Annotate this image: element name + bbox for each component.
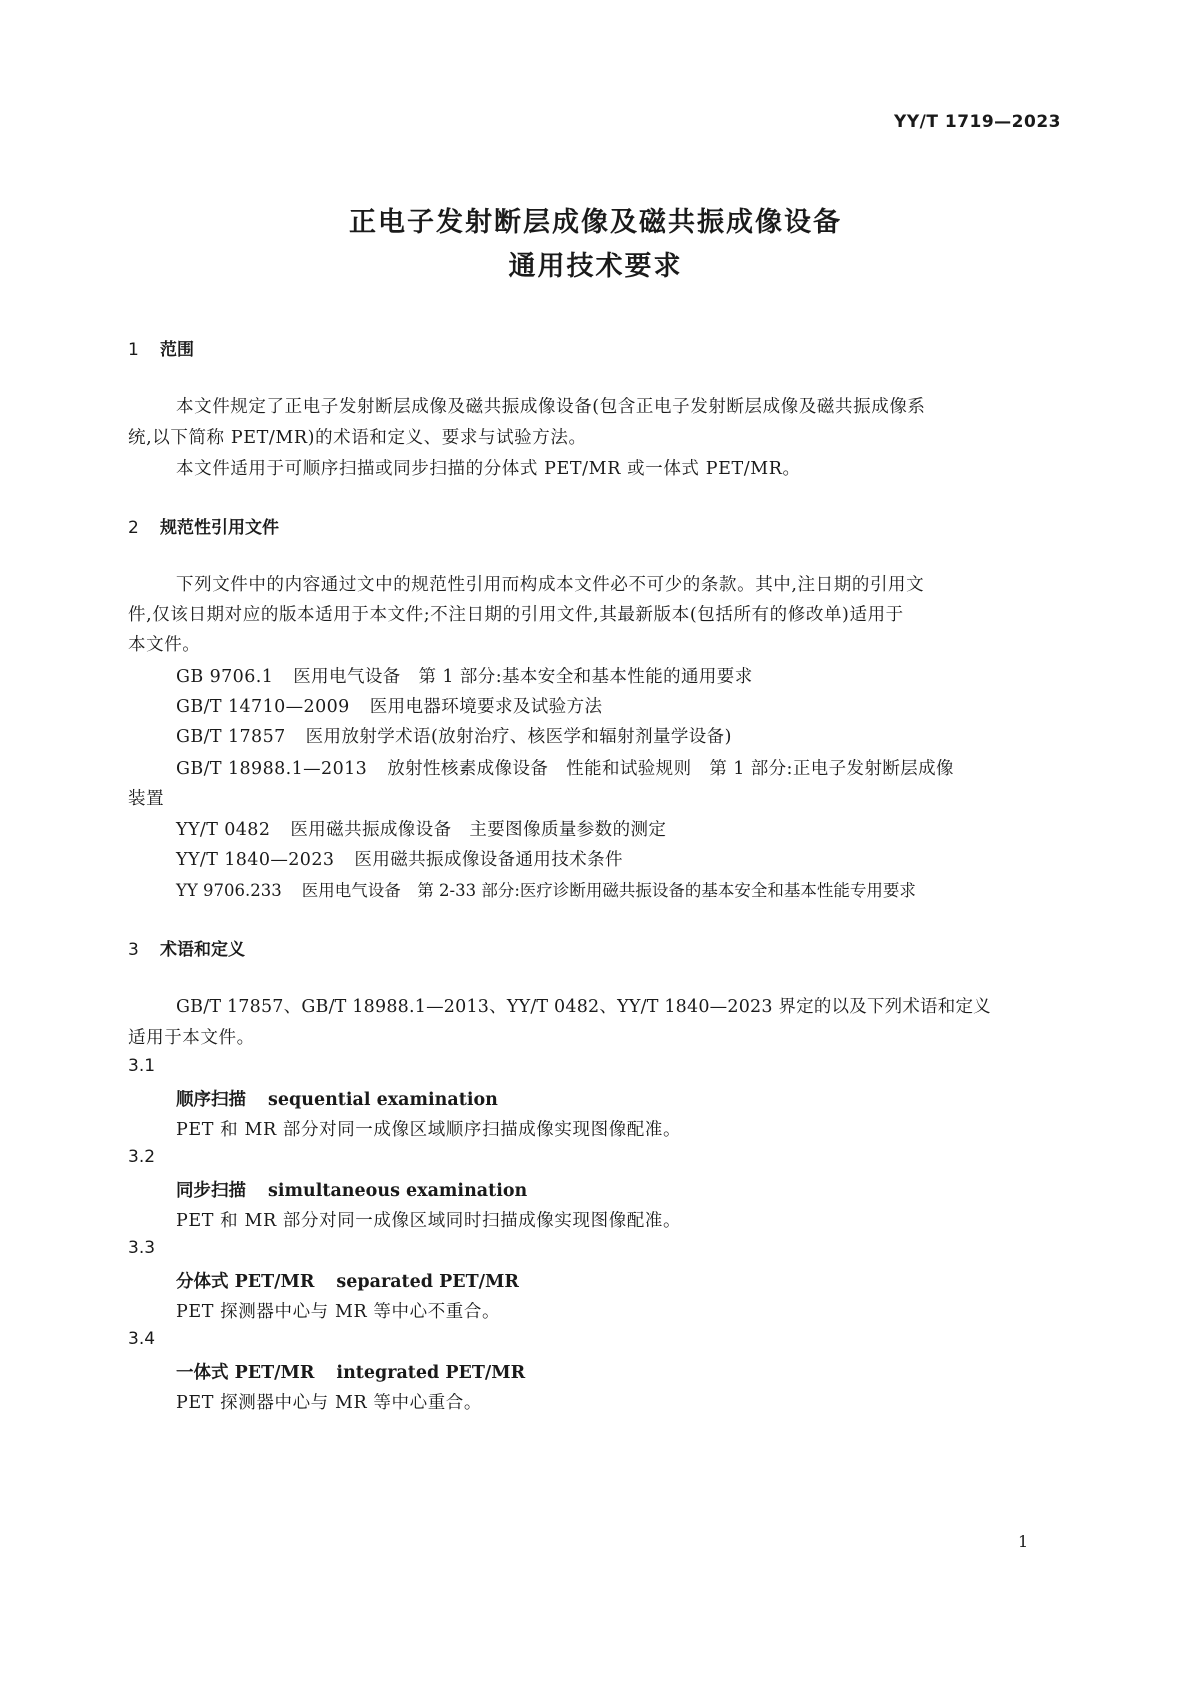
section-3-heading (128, 935, 245, 960)
reference-item (176, 816, 666, 841)
term-zh: 分体式 PET/MR (176, 1272, 315, 1292)
reference-code: GB/T 14710—2009 (176, 697, 350, 717)
scope-paragraph-1-line2: 统,以下简称 PET/MR)的术语和定义、要求与试验方法。 (128, 428, 587, 448)
term-heading (176, 1086, 498, 1111)
reference-item (176, 723, 732, 748)
reference-code: GB 9706.1 (176, 667, 274, 687)
reference-code: GB/T 18988.1—2013 (176, 759, 368, 779)
reference-item (176, 755, 954, 780)
reference-item (176, 846, 623, 871)
normative-intro-line3: 本文件。 (128, 635, 201, 655)
term-en: simultaneous examination (268, 1181, 528, 1201)
reference-code: GB/T 17857 (176, 727, 286, 747)
section-title: 规范性引用文件 (160, 518, 279, 538)
term-en: integrated PET/MR (336, 1363, 526, 1383)
reference-title: 医用磁共振成像设备通用技术条件 (354, 850, 623, 870)
normative-intro-line1: 下列文件中的内容通过文中的规范性引用而构成本文件必不可少的条款。其中,注日期的引用文 (176, 575, 925, 595)
term-definition: PET 探测器中心与 MR 等中心不重合。 (176, 1302, 501, 1322)
term-definition: PET 探测器中心与 MR 等中心重合。 (176, 1393, 483, 1413)
page-number: 1 (1018, 1532, 1029, 1551)
normative-intro-line2: 件,仅该日期对应的版本适用于本文件;不注日期的引用文件,其最新版本(包括所有的修改单)适用于 (128, 605, 904, 625)
document-title-line2: 通用技术要求 (508, 251, 683, 282)
scope-paragraph-1-line1: 本文件规定了正电子发射断层成像及磁共振成像设备(包含正电子发射断层成像及磁共振成像系 (176, 397, 926, 417)
section-1-heading (128, 335, 194, 360)
reference-item (176, 877, 916, 901)
section-title: 范围 (160, 340, 194, 360)
document-code: YY/T 1719—2023 (894, 112, 1061, 132)
reference-code: YY/T 1840—2023 (176, 850, 335, 870)
term-heading (176, 1268, 519, 1293)
reference-title: 医用电气设备 第 2-33 部分:医疗诊断用磁共振设备的基本安全和基本性能专用要求 (301, 881, 916, 900)
term-en: sequential examination (268, 1090, 498, 1110)
reference-continuation: 装置 (128, 789, 165, 809)
term-heading (176, 1359, 525, 1384)
terms-intro-line2: 适用于本文件。 (128, 1028, 255, 1048)
reference-title: 医用电气设备 第 1 部分:基本安全和基本性能的通用要求 (293, 667, 753, 687)
reference-code: YY 9706.233 (176, 881, 282, 900)
term-zh: 一体式 PET/MR (176, 1363, 315, 1383)
terms-intro-line1: GB/T 17857、GB/T 18988.1—2013、YY/T 0482、YY/T 1840—2023 界定的以及下列术语和定义 (176, 997, 991, 1017)
term-zh: 同步扫描 (176, 1181, 246, 1201)
term-number: 3.2 (128, 1147, 156, 1167)
reference-title: 医用电器环境要求及试验方法 (369, 697, 603, 717)
document-title-line1: 正电子发射断层成像及磁共振成像设备 (349, 207, 842, 238)
section-title: 术语和定义 (160, 940, 245, 960)
reference-title: 医用放射学术语(放射治疗、核医学和辐射剂量学设备) (305, 727, 732, 747)
term-en: separated PET/MR (336, 1272, 519, 1292)
reference-item (176, 663, 753, 688)
reference-item (176, 693, 602, 718)
term-number: 3.1 (128, 1056, 156, 1076)
term-definition: PET 和 MR 部分对同一成像区域顺序扫描成像实现图像配准。 (176, 1120, 682, 1140)
section-number: 3 (128, 940, 139, 960)
term-number: 3.4 (128, 1329, 156, 1349)
section-number: 2 (128, 518, 139, 538)
section-number: 1 (128, 340, 139, 360)
reference-code: YY/T 0482 (176, 820, 271, 840)
scope-paragraph-2: 本文件适用于可顺序扫描或同步扫描的分体式 PET/MR 或一体式 PET/MR。 (176, 459, 801, 479)
term-number: 3.3 (128, 1238, 156, 1258)
term-heading (176, 1177, 527, 1202)
term-definition: PET 和 MR 部分对同一成像区域同时扫描成像实现图像配准。 (176, 1211, 682, 1231)
reference-title: 放射性核素成像设备 性能和试验规则 第 1 部分:正电子发射断层成像 (387, 759, 954, 779)
reference-title: 医用磁共振成像设备 主要图像质量参数的测定 (290, 820, 667, 840)
term-zh: 顺序扫描 (176, 1090, 246, 1110)
section-2-heading (128, 513, 279, 538)
